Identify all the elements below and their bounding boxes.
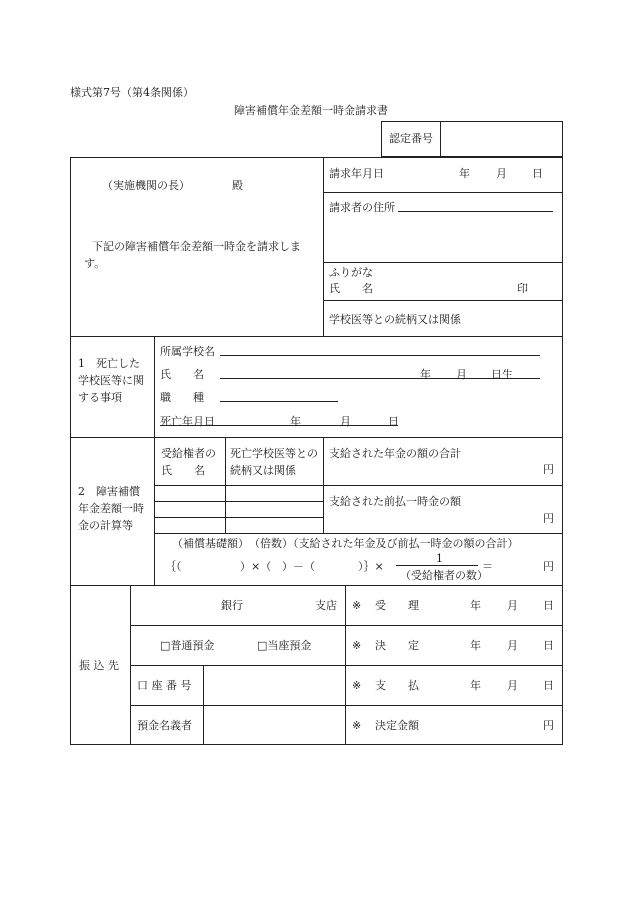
cert-label: 認定番号: [389, 132, 433, 145]
payment-year: 年: [470, 679, 481, 692]
payment-label: 支 払: [375, 679, 419, 692]
seal-mark: 印: [517, 282, 528, 295]
payment-month: 月: [507, 679, 518, 692]
dono: 殿: [232, 179, 243, 192]
beneficiary-name-header: 受給権者の氏 名: [161, 447, 216, 478]
section1-heading: 1 死亡した学校医等に関する事項: [78, 357, 144, 405]
day-label: 日: [532, 167, 543, 180]
death-date-line[interactable]: [160, 425, 398, 426]
address-line[interactable]: [398, 211, 553, 212]
office-mark-4: ※: [352, 719, 362, 732]
yen-2: 円: [543, 512, 554, 525]
form-title: 障害補償年金差額一時金請求書: [234, 104, 388, 117]
receipt-month: 月: [507, 599, 518, 612]
addressee: （実施機関の長）: [102, 179, 190, 192]
receipt-year: 年: [470, 599, 481, 612]
name-label: 氏 名: [329, 282, 373, 295]
request-text: 下記の障害補償年金差額一時金を請求します。: [84, 240, 301, 271]
formula-part-2: ）×（: [240, 560, 272, 573]
yen-4: 円: [543, 719, 554, 732]
address-label: 請求者の住所: [329, 201, 395, 214]
fraction-denominator: （受給権者の数）: [400, 569, 488, 582]
yen-1: 円: [543, 463, 554, 476]
formula-part-3: ）－（: [282, 560, 315, 573]
birth-year-label: 年: [420, 368, 431, 381]
yen-3: 円: [543, 560, 554, 573]
office-mark-3: ※: [352, 679, 362, 692]
branch-label: 支店: [315, 599, 337, 612]
deceased-name-label: 氏 名: [160, 368, 204, 381]
account-holder-label: 預金名義者: [137, 719, 192, 732]
decision-month: 月: [507, 639, 518, 652]
equals-sign: ＝: [482, 560, 493, 573]
paid-pension-label: 支給された年金の額の合計: [329, 447, 461, 460]
birth-day-label: 日生: [491, 368, 513, 381]
death-month-label: 月: [340, 415, 351, 428]
request-date-label: 請求年月日: [329, 167, 384, 180]
relation-header: 死亡学校医等との続柄又は関係: [230, 447, 318, 478]
year-label: 年: [459, 167, 470, 180]
paid-advance-label: 支給された前払一時金の額: [329, 495, 461, 508]
decision-day: 日: [543, 639, 554, 652]
death-day-label: 日: [388, 415, 399, 428]
death-year-label: 年: [290, 415, 301, 428]
receipt-label: 受 理: [375, 599, 419, 612]
account-number-label: 口 座 番 号: [137, 679, 192, 692]
payment-day: 日: [543, 679, 554, 692]
job-line[interactable]: [220, 401, 338, 402]
formula-header: （補償基礎額） （倍数）（支給された年金及び前払一時金の額の合計）: [172, 537, 519, 550]
receipt-day: 日: [543, 599, 554, 612]
section3-heading: 振 込 先: [79, 659, 119, 672]
office-mark-1: ※: [352, 599, 362, 612]
bank-label: 銀行: [221, 599, 243, 612]
fraction-bar: [396, 565, 478, 566]
decided-amount-label: 決定金額: [375, 719, 419, 732]
month-label: 月: [496, 167, 507, 180]
ordinary-deposit-checkbox[interactable]: □普通預金: [160, 639, 215, 652]
form-label: 様式第7号（第4条関係）: [70, 86, 194, 99]
formula-part-4: ）｝×: [358, 560, 384, 573]
office-mark-2: ※: [352, 639, 362, 652]
relation-label: 学校医等との続柄又は関係: [329, 313, 461, 326]
section2-heading: 2 障害補償年金差額一時金の計算等: [78, 485, 144, 533]
school-line[interactable]: [220, 355, 540, 356]
furigana-label: ふりがな: [329, 266, 373, 279]
fraction-numerator: 1: [436, 552, 443, 565]
job-label: 職 種: [160, 391, 204, 404]
birth-month-label: 月: [456, 368, 467, 381]
current-deposit-checkbox[interactable]: □当座預金: [257, 639, 312, 652]
school-label: 所属学校名: [160, 345, 215, 358]
death-date-label: 死亡年月日: [160, 415, 215, 428]
formula-part-1: ｛（: [165, 560, 182, 573]
decision-label: 決 定: [375, 639, 419, 652]
decision-year: 年: [470, 639, 481, 652]
